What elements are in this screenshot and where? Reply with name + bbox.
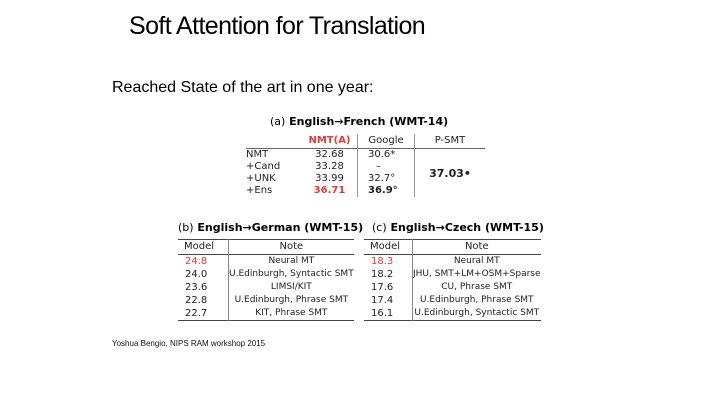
google-score: –	[358, 161, 415, 173]
model-score: 23.6	[185, 281, 208, 293]
model-note: U.Edinburgh, Syntactic SMT	[413, 307, 541, 321]
google-score: 36.9°	[358, 185, 415, 197]
model-score: 17.4	[371, 294, 394, 306]
row-name: +Cand	[246, 161, 281, 172]
model-note: JHU, SMT+LM+OSM+Sparse	[413, 269, 541, 279]
table-b-title: English→German (WMT-15)	[197, 221, 364, 234]
nmt-score: 33.99	[315, 173, 344, 184]
table-a-title: English→French (WMT-14)	[289, 115, 449, 128]
table-b-caption	[178, 221, 363, 234]
table-english-french	[246, 134, 485, 197]
table-c-label: (c)	[372, 221, 387, 234]
table-a-label: (a)	[270, 115, 286, 128]
table-row	[178, 268, 354, 281]
model-note: KIT, Phrase SMT	[229, 307, 354, 321]
model-score: 24.0	[185, 268, 208, 280]
model-score: 18.3	[371, 255, 394, 267]
model-note: CU, Phrase SMT	[413, 281, 541, 294]
table-c-title: English→Czech (WMT-15)	[390, 221, 544, 234]
table-row	[364, 281, 541, 294]
footer-credit: Yoshua Bengio, NIPS RAM workshop 2015	[112, 339, 266, 348]
header-google: Google	[358, 134, 415, 149]
nmt-score: 33.28	[315, 161, 344, 172]
table-row	[178, 294, 354, 307]
table-row	[178, 281, 354, 294]
table-row	[364, 307, 541, 321]
table-row	[178, 307, 354, 321]
model-score: 18.2	[371, 268, 394, 280]
model-note: U.Edinburgh, Phrase SMT	[229, 294, 354, 307]
model-note: U.Edinburgh, Syntactic SMT	[229, 269, 354, 279]
psmt-score: 37.03•	[415, 149, 486, 198]
table-row	[178, 255, 354, 269]
google-score: 30.6*	[358, 149, 415, 162]
nmt-score: 36.71	[313, 185, 346, 196]
model-note: Neural MT	[229, 255, 354, 269]
header-note: Note	[413, 240, 541, 255]
table-row	[246, 149, 485, 162]
row-name: +Ens	[246, 185, 273, 196]
model-score: 22.8	[185, 294, 208, 306]
table-english-czech	[364, 239, 541, 321]
table-a-caption	[270, 115, 448, 128]
header-model: Model	[184, 241, 215, 252]
table-row	[364, 294, 541, 307]
model-note: Neural MT	[413, 255, 541, 269]
table-b-label: (b)	[178, 221, 194, 234]
row-name: +UNK	[246, 173, 276, 184]
header-psmt: P-SMT	[415, 134, 486, 149]
model-score: 16.1	[371, 307, 394, 319]
slide-title: Soft Attention for Translation	[129, 12, 426, 40]
row-name: NMT	[246, 149, 269, 160]
model-note: LIMSI/KIT	[229, 281, 354, 294]
slide-subtitle: Reached State of the art in one year:	[112, 79, 374, 96]
nmt-score: 32.68	[315, 149, 344, 160]
model-score: 24.8	[185, 255, 208, 267]
model-score: 22.7	[185, 307, 208, 319]
model-score: 17.6	[371, 281, 394, 293]
table-row	[364, 255, 541, 269]
header-nmt: NMT(A)	[308, 135, 351, 146]
table-english-german	[178, 239, 354, 321]
table-row	[364, 268, 541, 281]
table-c-caption	[372, 221, 544, 234]
google-score: 32.7°	[358, 173, 415, 185]
header-note: Note	[229, 240, 354, 255]
header-model: Model	[370, 241, 401, 252]
model-note: U.Edinburgh, Phrase SMT	[413, 294, 541, 307]
